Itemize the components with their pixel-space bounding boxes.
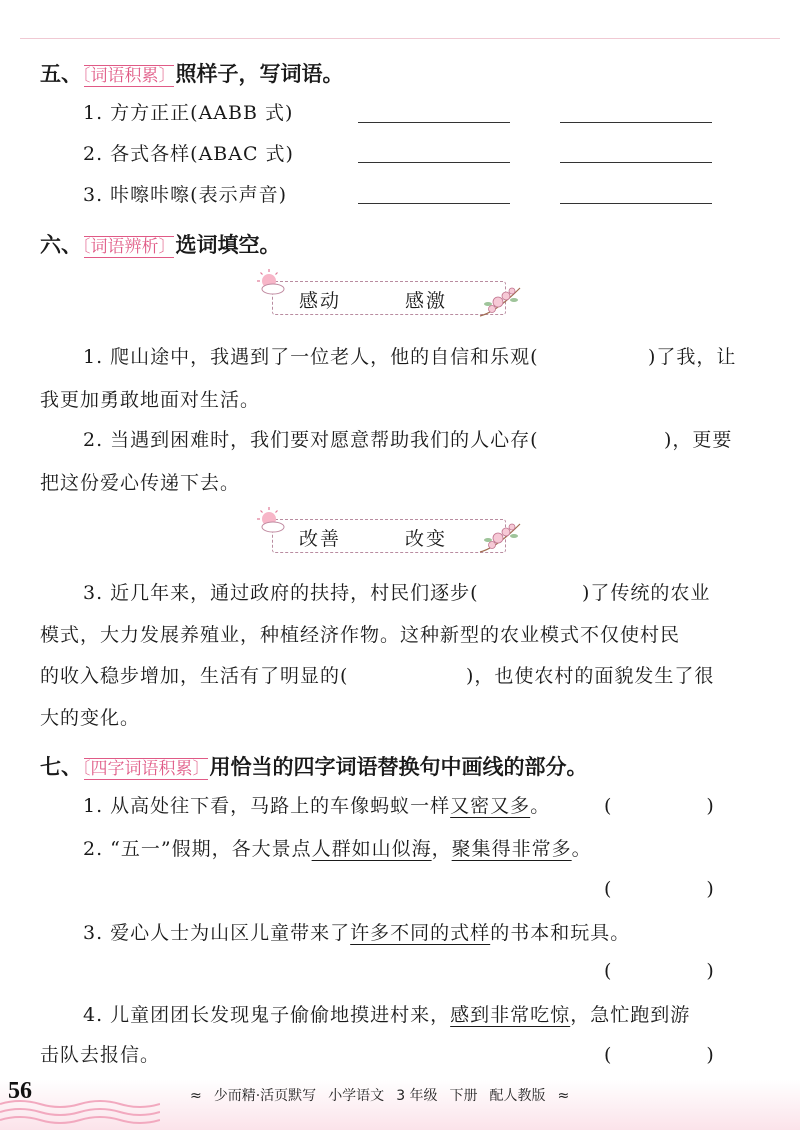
question-6-1-line2: 我更加勇敢地面对生活。 bbox=[40, 389, 261, 411]
answer-blank[interactable] bbox=[560, 203, 712, 204]
footer-series: 少而精·活页默写 bbox=[213, 1088, 317, 1104]
underlined-phrase: 许多不同的式样 bbox=[350, 922, 491, 944]
underlined-phrase: 感到非常吃惊 bbox=[450, 1004, 571, 1026]
question-6-1-line1-tail: )了我，让 bbox=[648, 346, 737, 368]
section7-number: 七、 bbox=[40, 755, 82, 779]
text-segment: 1. 爬山途中，我遇到了一位老人，他的自信和乐观( bbox=[83, 346, 539, 368]
question-6-3-line3: 的收入稳步增加，生活有了明显的( bbox=[40, 665, 349, 687]
top-divider bbox=[20, 38, 780, 39]
answer-blank[interactable] bbox=[358, 122, 510, 123]
question-7-4-line1 bbox=[83, 1000, 690, 1027]
text-segment: 的书本和玩具。 bbox=[490, 922, 631, 944]
page-number: 56 bbox=[8, 1078, 32, 1104]
footer-info bbox=[190, 1085, 581, 1105]
footer-term: 下册 bbox=[449, 1088, 478, 1104]
section5-item-2: 2. 各式各样(ABAC 式) bbox=[83, 143, 294, 165]
text-segment: 。 bbox=[530, 795, 551, 817]
word-option: 改善 bbox=[299, 528, 342, 550]
flower-icon bbox=[476, 518, 524, 558]
text-segment: 4. 儿童团团长发现鬼子偷偷地摸进村来， bbox=[83, 1004, 451, 1026]
underlined-phrase: 人群如山似海 bbox=[311, 838, 432, 860]
text-segment: 1. 从高处往下看，马路上的车像蚂蚁一样 bbox=[83, 795, 451, 817]
underlined-phrase: 聚集得非常多 bbox=[451, 838, 572, 860]
section5-number: 五、 bbox=[40, 62, 82, 86]
word-choice-box-1 bbox=[272, 281, 506, 315]
question-6-3-line2: 模式，大力发展养殖业，种植经济作物。这种新型的农业模式不仅使村民 bbox=[40, 624, 681, 646]
question-6-3-line1-tail: )了传统的农业 bbox=[582, 582, 711, 604]
question-6-1-line1 bbox=[83, 342, 539, 369]
section7-instruction: 用恰当的四字词语替换句中画线的部分。 bbox=[209, 755, 588, 779]
word-option: 改变 bbox=[405, 528, 448, 550]
wave-mark-icon: ≈ bbox=[190, 1088, 202, 1104]
answer-blank[interactable] bbox=[560, 162, 712, 163]
footer-subject: 小学语文 bbox=[328, 1088, 385, 1104]
section6-number: 六、 bbox=[40, 233, 82, 257]
text-segment: ， bbox=[431, 838, 452, 860]
sun-cloud-icon bbox=[256, 268, 286, 298]
answer-parentheses[interactable]: ( ) bbox=[604, 960, 714, 982]
section7-title bbox=[40, 751, 588, 781]
section5-instruction: 照样子，写词语。 bbox=[175, 62, 344, 86]
section5-title bbox=[40, 58, 344, 88]
answer-blank[interactable] bbox=[358, 203, 510, 204]
section5-item-3: 3. 咔嚓咔嚓(表示声音) bbox=[83, 184, 287, 206]
question-6-3-line4: 大的变化。 bbox=[40, 707, 141, 729]
word-choice-box-2 bbox=[272, 519, 506, 553]
question-7-1 bbox=[83, 791, 550, 818]
question-6-2-line1-tail: )，更要 bbox=[664, 429, 733, 451]
question-6-2-line1: 2. 当遇到困难时，我们要对愿意帮助我们的人心存( bbox=[83, 429, 539, 451]
question-7-2 bbox=[83, 834, 592, 861]
wave-mark-icon: ≈ bbox=[557, 1088, 570, 1104]
text-segment: 3. 爱心人士为山区儿童带来了 bbox=[83, 922, 351, 944]
answer-parentheses[interactable]: ( ) bbox=[604, 1044, 714, 1066]
section6-instruction: 选词填空。 bbox=[175, 233, 281, 257]
question-7-4-line2: 击队去报信。 bbox=[40, 1044, 161, 1066]
text-segment: 2. “五一”假期，各大景点 bbox=[83, 838, 312, 860]
question-6-3-line1: 3. 近几年来，通过政府的扶持，村民们逐步( bbox=[83, 582, 479, 604]
section6-title bbox=[40, 229, 281, 259]
footer-edition: 配人教版 bbox=[489, 1088, 546, 1104]
text-segment: ，急忙跑到游 bbox=[570, 1004, 691, 1026]
sun-cloud-icon bbox=[256, 506, 286, 536]
answer-parentheses[interactable]: ( ) bbox=[604, 795, 714, 817]
section5-item-1: 1. 方方正正(AABB 式) bbox=[83, 102, 294, 124]
section6-tag: 〔 词语辨析 〕 bbox=[84, 236, 174, 258]
answer-blank[interactable] bbox=[358, 162, 510, 163]
flower-icon bbox=[476, 282, 524, 322]
question-6-2-line2: 把这份爱心传递下去。 bbox=[40, 472, 241, 494]
answer-parentheses[interactable]: ( ) bbox=[604, 878, 714, 900]
section7-tag: 〔 四字词语积累 〕 bbox=[84, 758, 208, 780]
section5-tag: 〔 词语积累 〕 bbox=[84, 65, 174, 87]
question-7-3 bbox=[83, 918, 630, 945]
word-option: 感激 bbox=[405, 290, 448, 312]
answer-blank[interactable] bbox=[560, 122, 712, 123]
word-option: 感动 bbox=[299, 290, 342, 312]
footer-grade: 3 年级 bbox=[396, 1088, 438, 1104]
question-6-3-line3-tail: )，也使农村的面貌发生了很 bbox=[466, 665, 715, 687]
underlined-phrase: 又密又多 bbox=[450, 795, 531, 817]
text-segment: 。 bbox=[571, 838, 592, 860]
